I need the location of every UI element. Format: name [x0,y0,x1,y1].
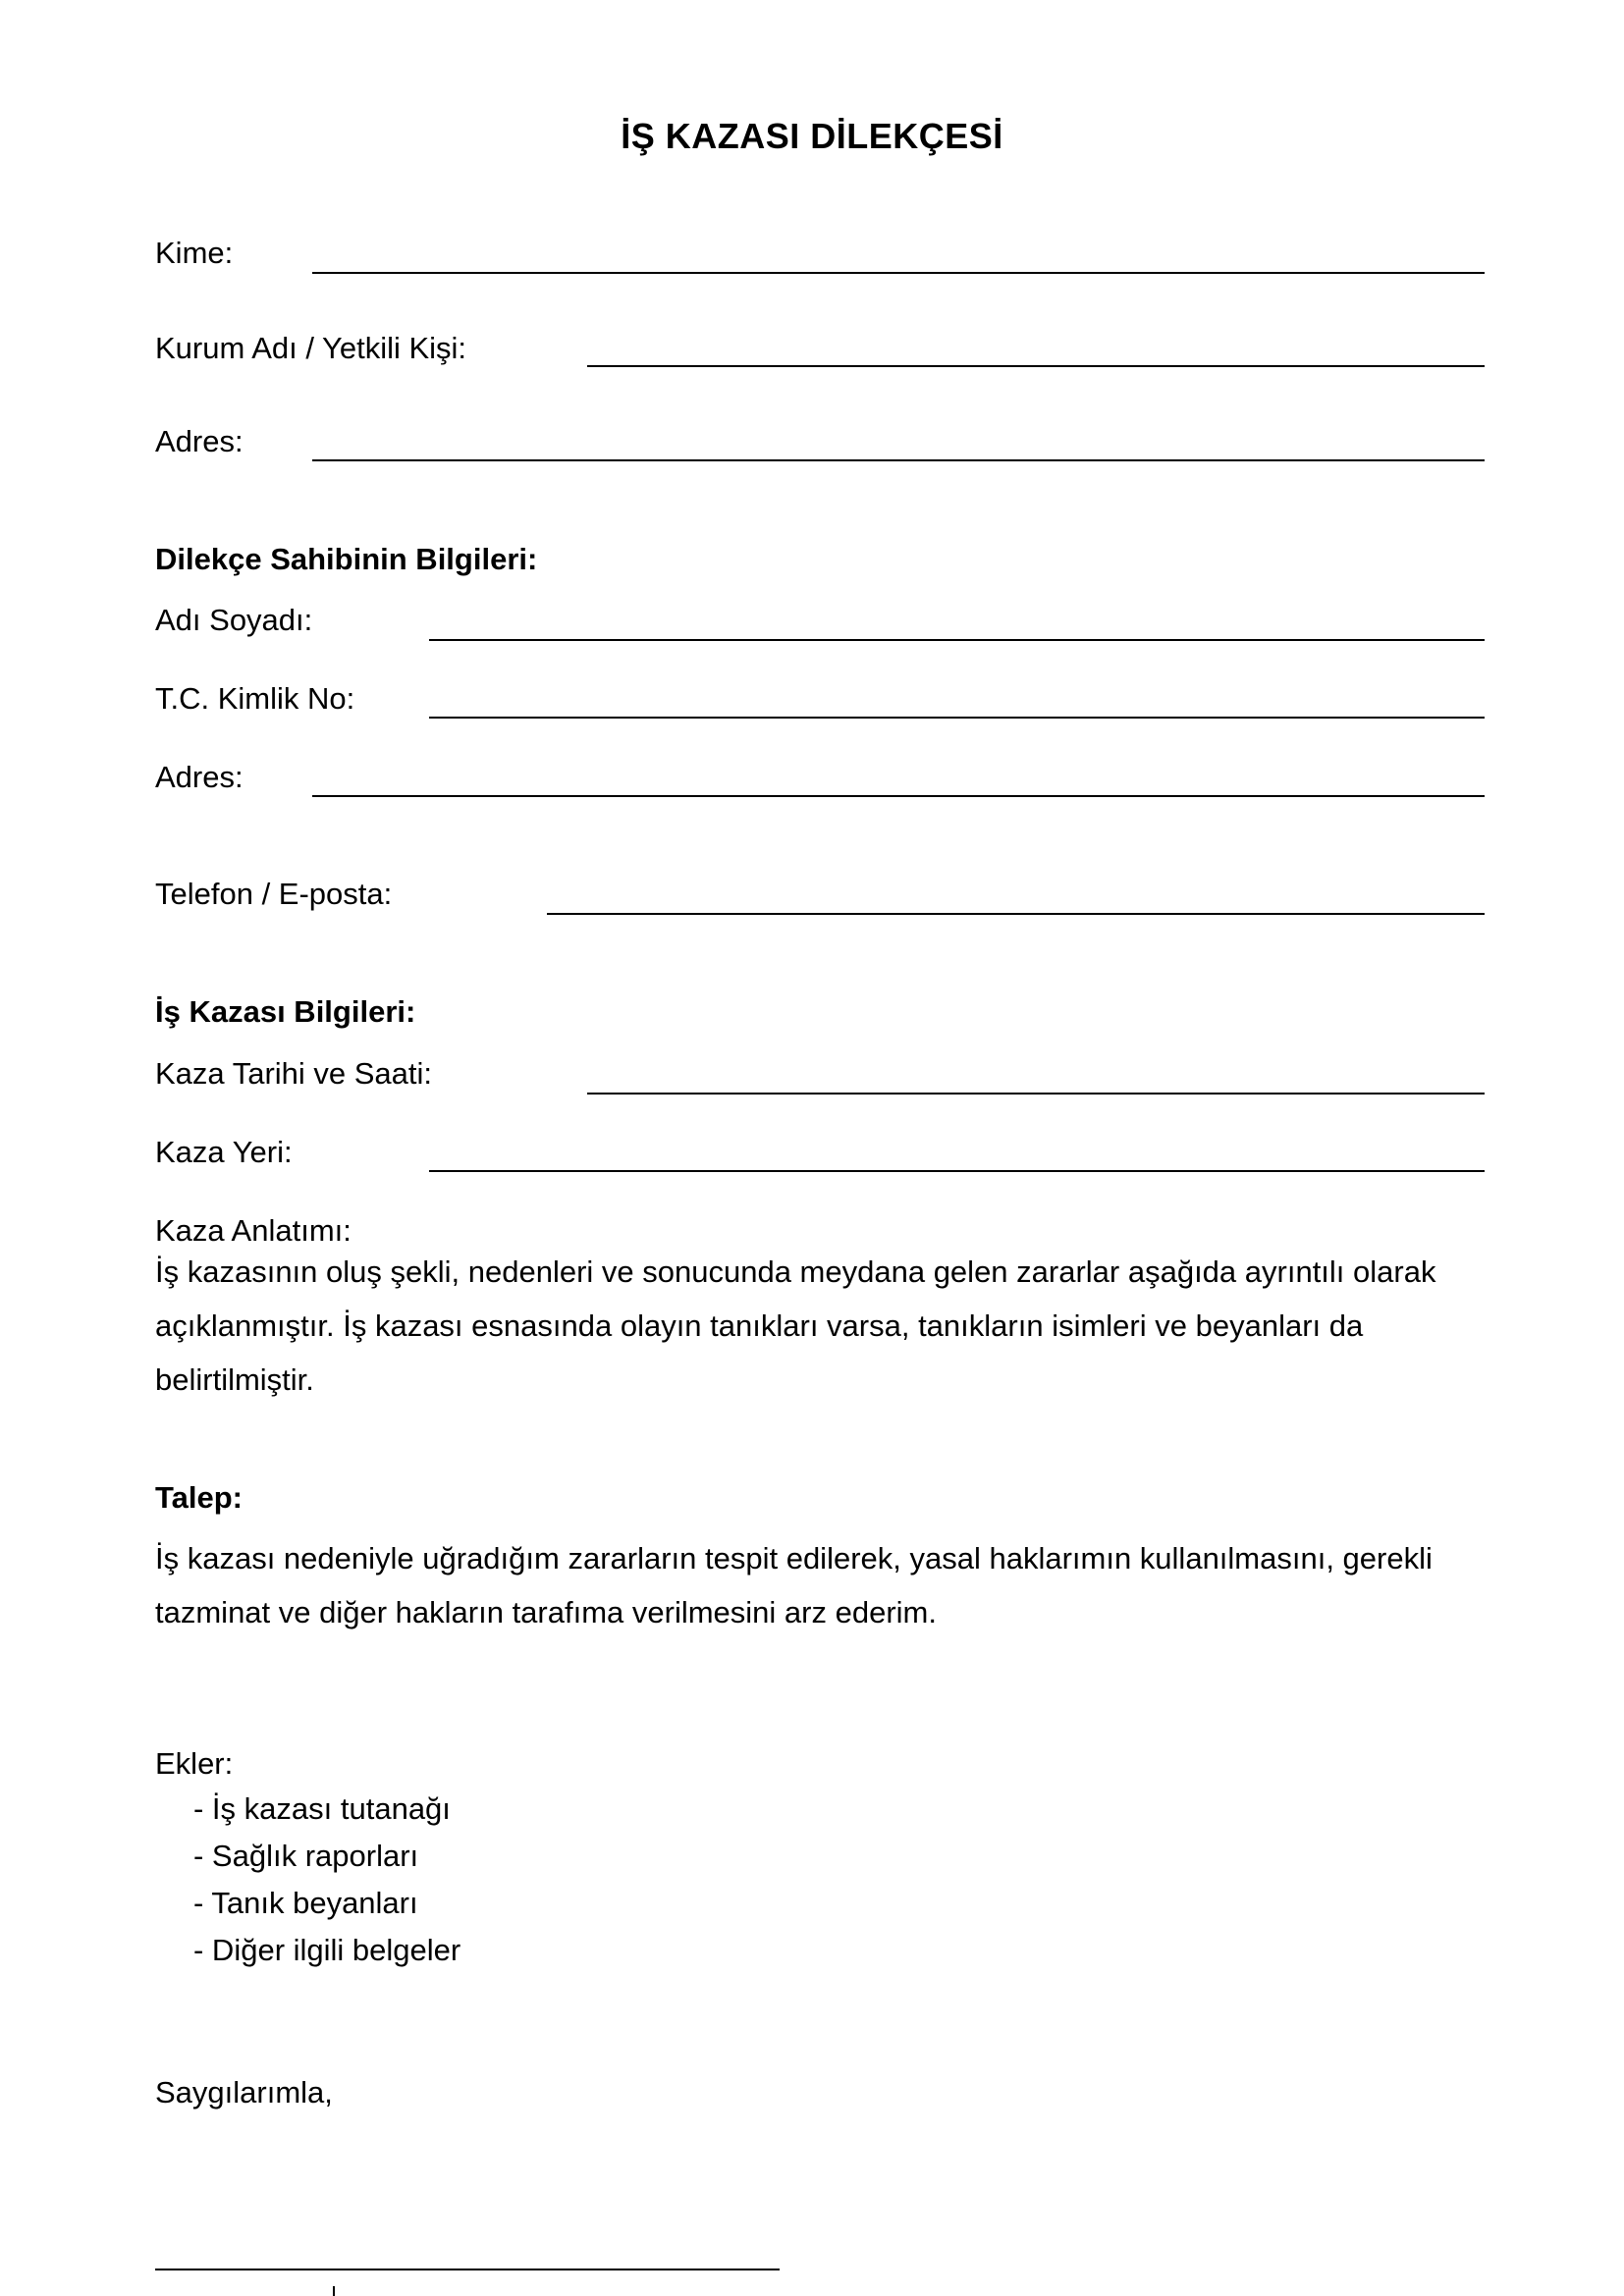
accident-heading: İş Kazası Bilgileri: [155,994,416,1029]
name-label: Adı Soyadı: [155,603,313,637]
accident-place-field-line [429,1170,1485,1172]
recipient-adres-label: Adres: [155,424,244,458]
contact-label: Telefon / E-posta: [155,877,393,911]
tc-field-line [429,717,1485,719]
request-line: İş kazası nedeniyle uğradığım zararların tespit edilerek, yasal haklarımın kullanılmasını, gerekli [155,1541,1433,1575]
name-field-line [429,639,1485,641]
list-item: - Diğer ilgili belgeler [193,1933,461,1967]
accident-date-label: Kaza Tarihi ve Saati: [155,1056,433,1091]
attachments-list [193,1786,460,1974]
kurum-field-line [587,365,1485,367]
list-item: - Sağlık raporları [193,1839,419,1873]
document-title: İŞ KAZASI DİLEKÇESİ [621,116,1003,156]
list-item: - Tanık beyanları [193,1886,418,1920]
list-item: - İş kazası tutanağı [193,1791,451,1826]
accident-place-label: Kaza Yeri: [155,1135,293,1169]
closing-text: Saygılarımla, [155,2075,333,2109]
accident-date-field-line [587,1093,1485,1095]
accident-description-line: belirtilmiştir. [155,1362,314,1397]
signature-line [155,2269,780,2270]
attachments-label: Ekler: [155,1746,234,1781]
applicant-adres-label: Adres: [155,760,244,794]
recipient-adres-field-line [312,459,1485,461]
accident-description-line: İş kazasının oluş şekli, nedenleri ve sonucunda meydana gelen zararlar aşağıda ayrıntılı olarak [155,1255,1436,1289]
kime-field-line [312,272,1485,274]
request-line: tazminat ve diğer hakların tarafıma verilmesini arz ederim. [155,1595,937,1629]
request-heading: Talep: [155,1480,243,1515]
accident-description-text [155,1245,1471,1407]
applicant-heading: Dilekçe Sahibinin Bilgileri: [155,542,538,576]
accident-description-label: Kaza Anlatımı: [155,1213,352,1248]
signature-tick-mark [333,2286,335,2296]
kime-label: Kime: [155,236,234,270]
tc-label: T.C. Kimlik No: [155,681,355,716]
applicant-adres-field-line [312,795,1485,797]
request-text [155,1531,1471,1639]
kurum-label: Kurum Adı / Yetkili Kişi: [155,331,467,365]
accident-description-line: açıklanmıştır. İş kazası esnasında olayın tanıkları varsa, tanıkların isimleri ve beyanları da [155,1308,1364,1343]
contact-field-line [547,913,1485,915]
